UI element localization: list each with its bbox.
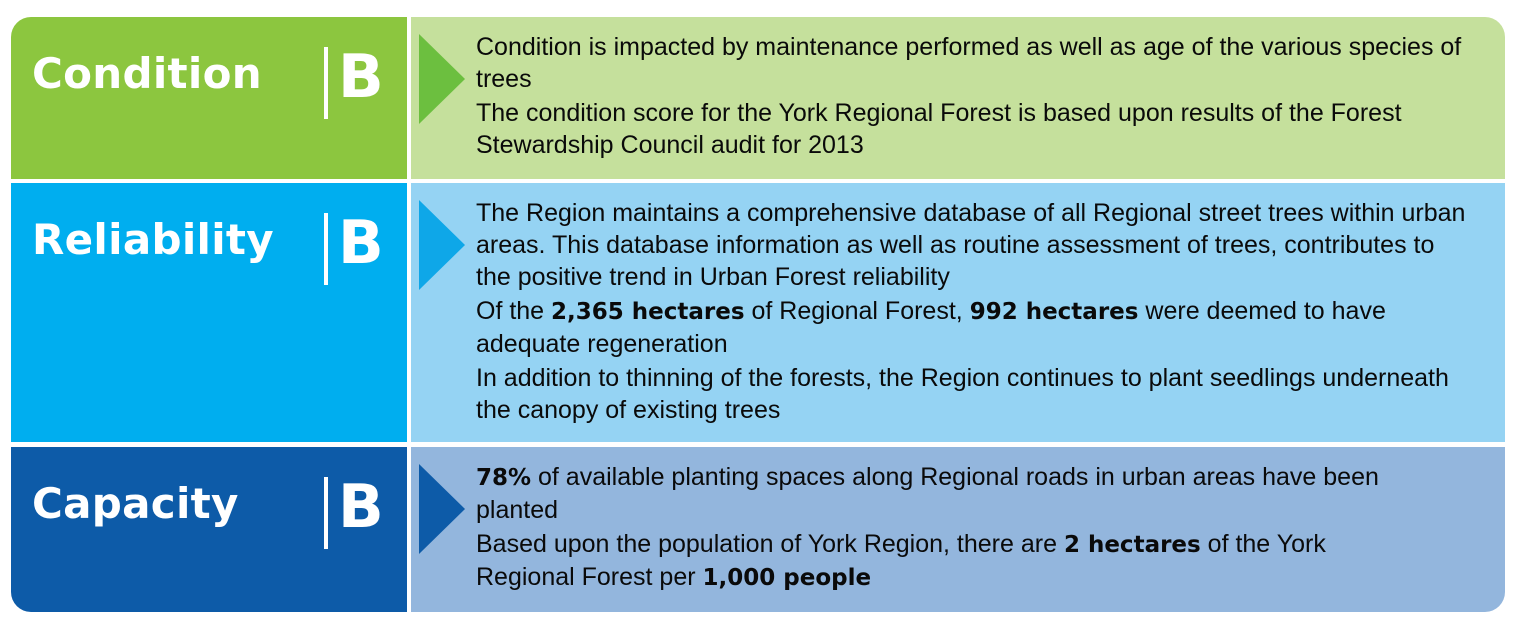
scorecard-row-reliability xyxy=(11,183,1505,442)
scorecard-table xyxy=(11,17,1505,612)
text-run: Of the xyxy=(476,297,552,325)
category-panel xyxy=(11,447,407,612)
description-bullet xyxy=(476,31,1486,95)
text-run: of the York Regional Forest per xyxy=(476,530,1326,591)
scorecard-row-capacity xyxy=(11,447,1505,612)
category-panel xyxy=(11,17,407,179)
description-bullet xyxy=(476,97,1486,161)
description-panel xyxy=(411,17,1505,179)
category-title: Condition xyxy=(32,49,262,98)
bold-text: 1,000 people xyxy=(702,565,872,591)
description-bullet xyxy=(476,528,1396,594)
description-bullets xyxy=(476,31,1486,163)
text-run: The Region maintains a comprehensive database of all Regional street trees within urban areas. This database information as well as routine assessment of trees, contributes to the positive trend in Urban Forest reliability xyxy=(476,199,1466,291)
text-run: The condition score for the York Regional Forest is based upon results of the Forest Stewardship Council audit for 2013 xyxy=(476,99,1402,159)
description-bullet xyxy=(476,295,1476,360)
description-panel xyxy=(411,447,1505,612)
grade-divider xyxy=(324,477,328,549)
description-bullets xyxy=(476,461,1396,596)
grade-letter: B xyxy=(338,472,384,542)
text-run: of available planting spaces along Regional roads in urban areas have been planted xyxy=(476,463,1379,524)
grade-divider xyxy=(324,213,328,285)
bold-text: 2 hectares xyxy=(1063,532,1201,558)
arrow-icon xyxy=(419,34,465,124)
category-title: Capacity xyxy=(32,479,239,528)
grade-letter: B xyxy=(338,42,384,112)
category-title: Reliability xyxy=(32,215,274,264)
bold-text: 992 hectares xyxy=(969,299,1139,325)
scorecard-row-condition xyxy=(11,17,1505,179)
grade-letter: B xyxy=(338,208,384,278)
category-panel xyxy=(11,183,407,442)
text-run: Condition is impacted by maintenance performed as well as age of the various species of trees xyxy=(476,33,1462,93)
bold-text: 2,365 hectares xyxy=(551,299,745,325)
text-run: were deemed to have adequate regeneration xyxy=(476,297,1386,358)
grade-divider xyxy=(324,47,328,119)
description-panel xyxy=(411,183,1505,442)
description-bullet xyxy=(476,461,1396,526)
text-run: Based upon the population of York Region, there are xyxy=(476,530,1064,558)
description-bullet xyxy=(476,197,1476,293)
text-run: In addition to thinning of the forests, the Region continues to plant seedlings underneath the canopy of existing trees xyxy=(476,364,1449,424)
description-bullet xyxy=(476,362,1476,426)
arrow-icon xyxy=(419,200,465,290)
text-run: of Regional Forest, xyxy=(744,297,970,325)
arrow-icon xyxy=(419,464,465,554)
description-bullets xyxy=(476,197,1476,428)
bold-text: 78% xyxy=(476,465,532,491)
